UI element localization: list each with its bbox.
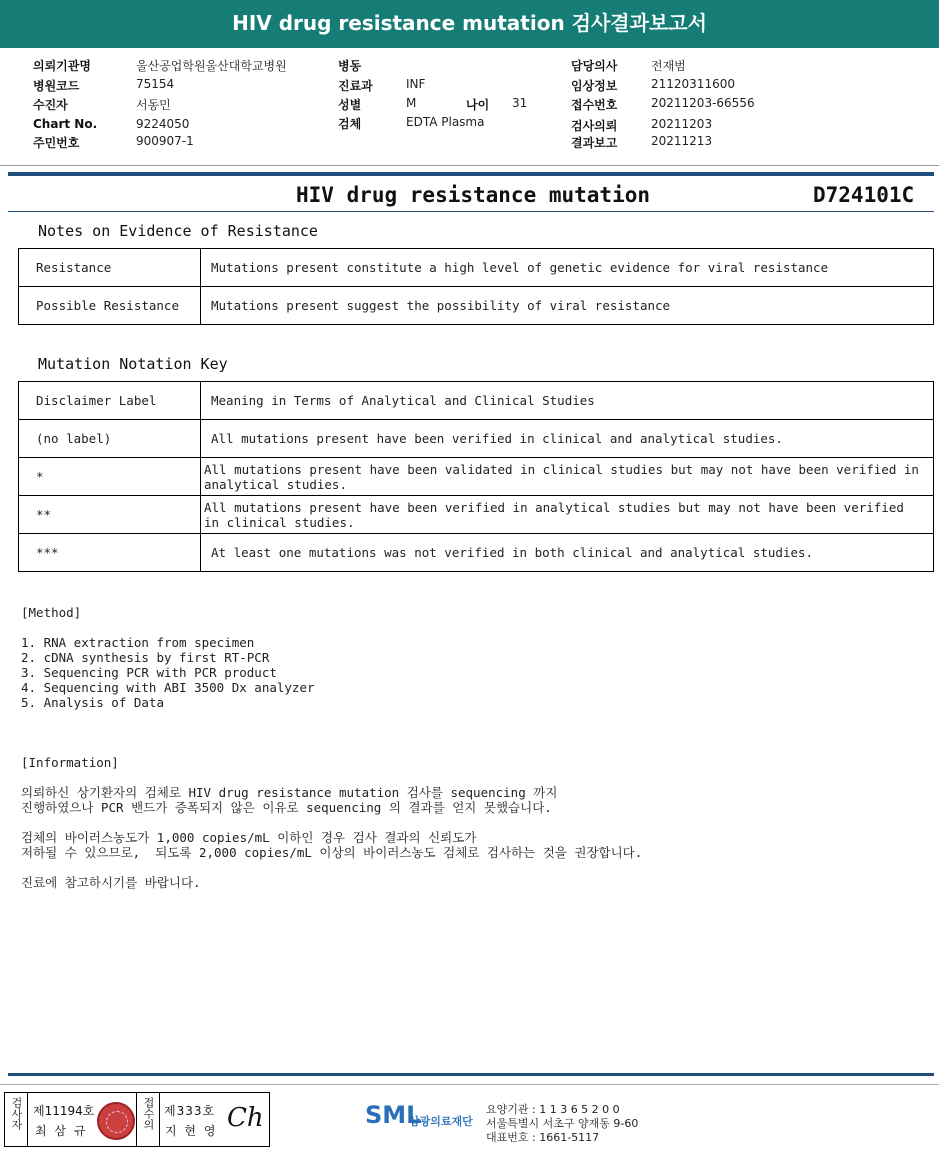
hospital-label: 의뢰기관명 (33, 59, 91, 73)
method-item: 3. Sequencing PCR with PCR product (21, 665, 277, 680)
information-text: 의뢰하신 상기환자의 검체로 HIV drug resistance mutation 검사를 sequencing 까지 (21, 785, 558, 800)
key-text: At least one mutations was not verified in both clinical and analytical studies. (201, 534, 934, 572)
examiner-name: 최 삼 규 (35, 1124, 88, 1138)
method-item: 1. RNA extraction from specimen (21, 635, 255, 650)
table-row (19, 249, 934, 287)
notes-text: Mutations present constitute a high level of genetic evidence for viral resistance (201, 249, 934, 287)
key-label: (no label) (19, 420, 201, 458)
approver-license: 제333호 (164, 1104, 216, 1118)
clinical-info-label: 임상정보 (571, 79, 618, 93)
examiner-caption: 검사자 (10, 1097, 23, 1130)
report-date-value: 20211213 (651, 134, 713, 148)
information-heading: [Information] (21, 755, 119, 770)
divider (8, 1073, 934, 1076)
sex-label: 성별 (338, 98, 362, 112)
key-table (18, 381, 934, 572)
information-text: 진행하였으나 PCR 밴드가 증폭되지 않은 이유로 sequencing 의 결과를 얻지 못했습니다. (21, 800, 552, 815)
sex-value: M (406, 96, 417, 110)
receipt-no-value: 20211203-66556 (651, 96, 755, 110)
table-row (19, 496, 934, 534)
clinical-info-value: 21120311600 (651, 77, 735, 91)
notes-label: Resistance (19, 249, 201, 287)
divider (0, 165, 939, 166)
report-title: HIV drug resistance mutation (296, 183, 651, 207)
table-row (19, 534, 934, 572)
department-value: INF (406, 77, 426, 91)
information-text: 저하될 수 있으므로, 되도록 2,000 copies/mL 이상의 바이러스농도 검체로 검사하는 것을 권장합니다. (21, 845, 643, 860)
age-value: 31 (512, 96, 528, 110)
notes-label: Possible Resistance (19, 287, 201, 325)
doctor-label: 담당의사 (571, 59, 618, 73)
resident-no-label: 주민번호 (33, 136, 80, 150)
report-date-label: 결과보고 (571, 136, 618, 150)
divider (8, 172, 934, 176)
hospital-value: 울산공업학원울산대학교병원 (136, 59, 287, 73)
table-row (19, 382, 934, 420)
key-text: All mutations present have been validated in clinical studies but may not have been verified in analytical studies. (201, 458, 934, 496)
signature: Ch (227, 1103, 264, 1133)
method-heading: [Method] (21, 605, 82, 620)
notes-table (18, 248, 934, 325)
department-label: 진료과 (338, 79, 373, 93)
table-row (19, 458, 934, 496)
method-item: 4. Sequencing with ABI 3500 Dx analyzer (21, 680, 315, 695)
table-row (19, 287, 934, 325)
divider (0, 1084, 939, 1085)
chart-no-label: Chart No. (33, 117, 98, 131)
specimen-label: 검체 (338, 117, 362, 131)
key-text: All mutations present have been verified in analytical studies but may not have been verified in clinical studies. (201, 496, 934, 534)
key-heading: Mutation Notation Key (38, 355, 228, 373)
sml-logo: SML (365, 1101, 422, 1129)
chart-no-value: 9224050 (136, 117, 190, 131)
age-label: 나이 (466, 98, 490, 112)
seal-icon (97, 1102, 135, 1140)
method-item: 2. cDNA synthesis by first RT-PCR (21, 650, 270, 665)
information-text: 검체의 바이러스농도가 1,000 copies/mL 이하인 경우 검사 결과의 신뢰도가 (21, 830, 477, 845)
specimen-value: EDTA Plasma (406, 115, 485, 129)
signature-box (4, 1092, 270, 1147)
notes-heading: Notes on Evidence of Resistance (38, 222, 318, 240)
request-date-value: 20211203 (651, 117, 713, 131)
report-code: D724101C (813, 183, 915, 207)
examiner-license: 제11194호 (33, 1104, 95, 1118)
ward-label: 병동 (338, 59, 362, 73)
key-label: * (19, 458, 201, 496)
org-name: 삼광의료재단 (409, 1115, 473, 1128)
notes-text: Mutations present suggest the possibility of viral resistance (201, 287, 934, 325)
address: 서울특별시 서초구 양재동 9-60 (486, 1117, 639, 1130)
key-label: *** (19, 534, 201, 572)
key-text: Meaning in Terms of Analytical and Clinical Studies (201, 382, 934, 420)
receipt-no-label: 접수번호 (571, 98, 618, 112)
approver-name: 지 현 영 (165, 1124, 218, 1138)
key-label: Disclaimer Label (19, 382, 201, 420)
approver-caption: 접수의 (142, 1097, 155, 1130)
patient-value: 서동민 (136, 98, 171, 112)
table-row (19, 420, 934, 458)
report-banner (0, 0, 939, 48)
divider (8, 211, 934, 212)
key-label: ** (19, 496, 201, 534)
hospital-code-label: 병원코드 (33, 79, 80, 93)
banner-title: HIV drug resistance mutation 검사결과보고서 (232, 11, 707, 35)
method-item: 5. Analysis of Data (21, 695, 164, 710)
resident-no-value: 900907-1 (136, 134, 194, 148)
doctor-value: 전재범 (651, 59, 686, 73)
request-date-label: 검사의뢰 (571, 119, 618, 133)
information-text: 진료에 참고하시기를 바랍니다. (21, 875, 201, 890)
patient-label: 수진자 (33, 98, 68, 112)
institution-code: 요양기관 : 1 1 3 6 5 2 0 0 (486, 1103, 620, 1116)
phone: 대표번호 : 1661-5117 (486, 1131, 600, 1144)
hospital-code-value: 75154 (136, 77, 175, 91)
key-text: All mutations present have been verified in clinical and analytical studies. (201, 420, 934, 458)
